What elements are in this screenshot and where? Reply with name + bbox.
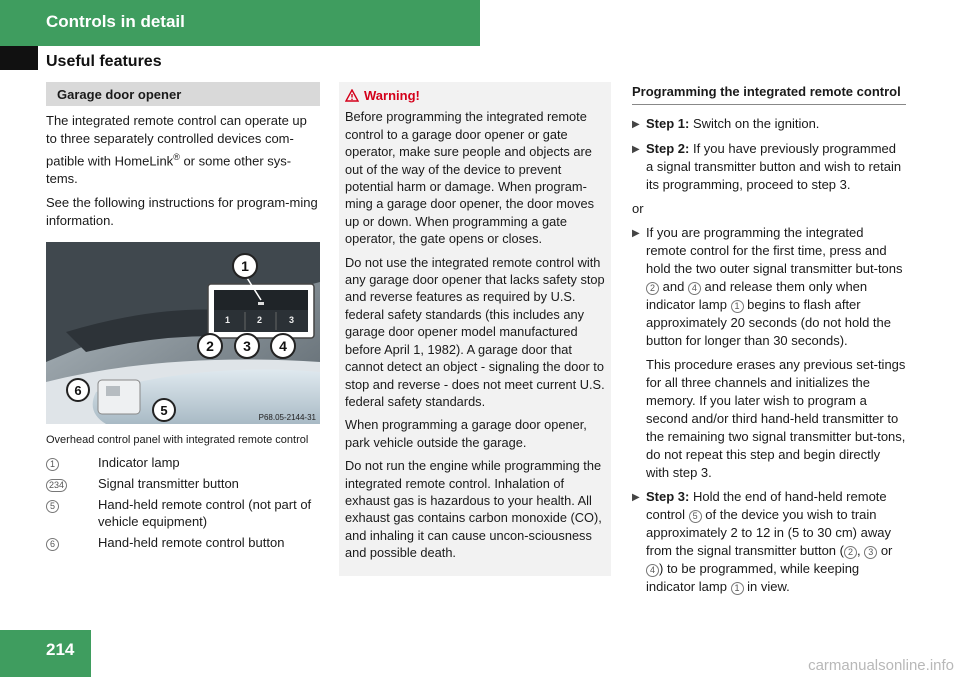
step-1-text: Switch on the ignition. (689, 116, 820, 131)
legend-key: 5 (46, 496, 98, 530)
svg-text:6: 6 (74, 383, 82, 399)
intro-text-a: The integrated remote control can operate up to three separately controlled devices com-patible with HomeLink (46, 113, 307, 169)
warning-heading (345, 87, 607, 104)
legend-key: 234 (46, 475, 98, 492)
registered-mark: ® (173, 152, 180, 162)
bullet-arrow-icon: ▶ (632, 492, 640, 503)
ref-number: 1 (731, 582, 744, 595)
warning-paragraph: Do not use the integrated remote control with any garage door opener that lacks safety stop and reverse features as required by U.S. federal safety standards (this includes any garage door opener model manufactured before April 1, 1982). A garage door that cannot detect an object - signaling the door to stop and reverse - does not meet current U.S. federal safety standards. (345, 254, 605, 409)
ref-number: 3 (864, 546, 877, 559)
callout-5 (153, 399, 175, 421)
garage-door-column (46, 82, 320, 555)
watermark: carmanualsonline.info (808, 657, 954, 674)
legend-text: Hand-held remote control button (98, 535, 285, 551)
or-separator: or (632, 201, 644, 216)
intro-paragraph (46, 112, 320, 188)
legend-key: 6 (46, 534, 98, 551)
page-number: 214 (46, 640, 75, 659)
ref-number: 2 (844, 546, 857, 559)
step-2-label: Step 2: (646, 141, 690, 156)
ref-number: 4 (688, 282, 701, 295)
panel-label-2: 2 (257, 315, 263, 326)
ref-number: 1 (731, 300, 744, 313)
callout-1 (233, 254, 257, 278)
warning-title: Warning! (364, 88, 420, 103)
first-time-bullet: ▶ If you are programming the integrated remote control for the first time, press and hold the two outer signal transmitter but-tons 2 and 4 and release them only when indicator lamp 1 begins to flash after approximately 20 seconds (do not hold the button for longer than 30 seconds). (632, 225, 903, 348)
ref-number: 4 (646, 564, 659, 577)
callout-2 (198, 334, 222, 358)
svg-text:3: 3 (243, 338, 251, 355)
legend-text: Signal transmitter button (98, 476, 239, 492)
photo-caption: Overhead control panel with integrated remote control (46, 434, 309, 447)
intro-text-b: or some other sys-tems. (46, 153, 292, 187)
ref-number: 5 (689, 510, 702, 523)
svg-text:2: 2 (206, 338, 214, 355)
bullet-arrow-icon: ▶ (632, 228, 640, 239)
programming-heading: Programming the integrated remote control (632, 82, 906, 105)
garage-door-heading: Garage door opener (46, 82, 320, 106)
legend-row (46, 534, 320, 551)
svg-text:1: 1 (241, 258, 249, 275)
photo-code: P68.05-2144-31 (258, 413, 316, 423)
callout-6 (67, 379, 89, 401)
svg-text:5: 5 (160, 403, 168, 419)
page-number-box (0, 630, 91, 677)
legend-row (46, 496, 320, 530)
section-subtitle: Useful features (46, 53, 162, 70)
step-2-text: If you have previously programmed a signal transmitter button and wish to retain its programming, proceed to step 3. (646, 141, 902, 192)
legend-row (46, 454, 320, 471)
ref-number: 2 (646, 282, 659, 295)
warning-triangle-icon (345, 89, 359, 102)
callout-4 (271, 334, 295, 358)
legend-row (46, 475, 320, 492)
legend-text: Hand-held remote control (not part of vehicle equipment) (98, 497, 312, 530)
bullet-arrow-icon: ▶ (632, 119, 640, 130)
erase-note: This procedure erases any previous set-tings for all three channels and initializes the memory. If you later wish to program a second and/or third hand-held transmitter to the remaining two signal transmitter but-tons, do not repeat this step and begin directly with step 3. (646, 357, 906, 480)
warning-paragraph: When programming a garage door opener, park vehicle outside the garage. (345, 417, 587, 450)
step-1-label: Step 1: (646, 116, 690, 131)
step-2 (632, 140, 906, 194)
svg-text:4: 4 (279, 338, 287, 355)
chapter-header-bar (0, 0, 480, 46)
legend-text: Indicator lamp (98, 455, 180, 471)
instructions-paragraph: See the following instructions for program-ming information. (46, 195, 318, 229)
panel-label-1: 1 (225, 315, 231, 326)
warning-paragraph: Do not run the engine while programming the integrated remote control. Inhalation of exhaust gas is hazardous to your health. All exhaust gas contains carbon monoxide (CO), and inhaling it can cause uncon-sciousness and possible death. (345, 458, 602, 561)
step-3: ▶ Step 3: Hold the end of hand-held remote control 5 of the device you wish to train approximately 2 to 12 in (5 to 30 cm) away from the signal transmitter button ( 2 , 3 or 4 ) to be programmed, while keeping indicator lamp 1 in view. (632, 489, 893, 594)
panel-label-3: 3 (289, 315, 295, 326)
step-3-label: Step 3: (646, 489, 690, 504)
overhead-panel-illustration (46, 242, 320, 424)
programming-column (632, 82, 906, 602)
warning-box (339, 82, 611, 576)
step-1 (632, 115, 906, 134)
corner-marker (0, 46, 38, 70)
chapter-title: Controls in detail (46, 12, 185, 31)
callout-3 (235, 334, 259, 358)
legend-key: 1 (46, 454, 98, 471)
warning-paragraph: Before programming the integrated remote control to a garage door opener or gate operator, make sure people and objects are out of the way of the device to prevent potential harm or damage. When program-ming a garage door opener, the door moves up or down. When programming a gate operator, the gate opens or closes. (345, 109, 594, 247)
overhead-panel-photo (46, 242, 320, 424)
bullet-arrow-icon: ▶ (632, 144, 640, 155)
